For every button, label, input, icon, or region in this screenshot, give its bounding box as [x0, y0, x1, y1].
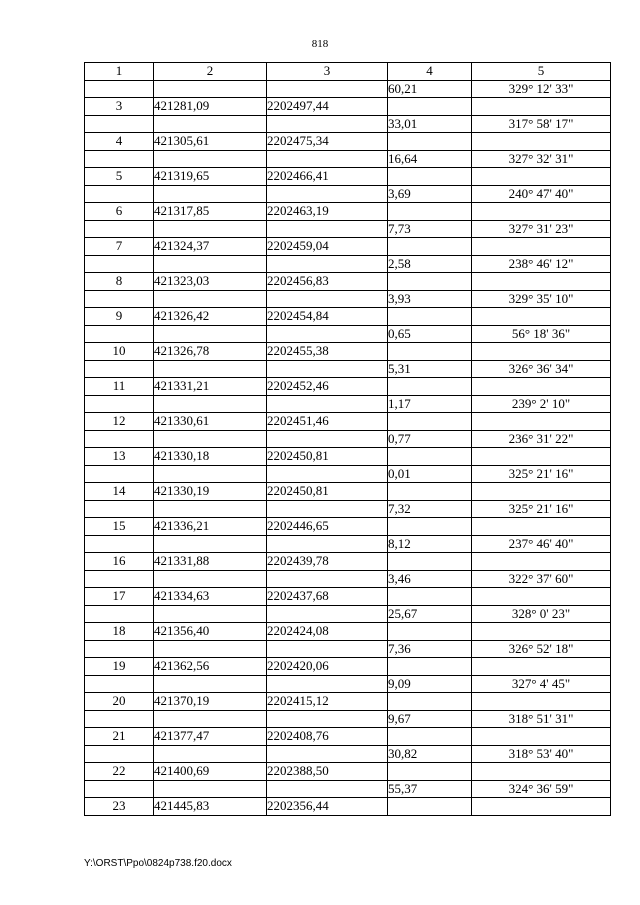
bearing-cell: 56° 18' 36" [472, 325, 611, 343]
bearing-cell: 327° 4' 45" [472, 675, 611, 693]
bearing-cell [472, 273, 611, 291]
distance-cell [388, 238, 472, 256]
x-coordinate-cell: 421356,40 [154, 623, 267, 641]
bearing-cell: 329° 12' 33" [472, 80, 611, 98]
distance-cell: 9,67 [388, 710, 472, 728]
y-coordinate-cell: 2202455,38 [267, 343, 388, 361]
table-row [85, 763, 611, 781]
x-coordinate-cell [154, 290, 267, 308]
y-coordinate-cell [267, 290, 388, 308]
distance-cell: 0,65 [388, 325, 472, 343]
table-row [85, 290, 611, 308]
x-coordinate-cell: 421400,69 [154, 763, 267, 781]
point-number-cell [85, 640, 154, 658]
point-number-cell: 6 [85, 203, 154, 221]
bearing-cell: 236° 31' 22" [472, 430, 611, 448]
distance-cell [388, 798, 472, 816]
table-row [85, 780, 611, 798]
y-coordinate-cell: 2202424,08 [267, 623, 388, 641]
point-number-cell [85, 220, 154, 238]
distance-cell: 5,31 [388, 360, 472, 378]
distance-cell [388, 273, 472, 291]
table-row [85, 378, 611, 396]
y-coordinate-cell [267, 465, 388, 483]
bearing-cell [472, 658, 611, 676]
bearing-cell [472, 238, 611, 256]
column-header: 2 [154, 63, 267, 81]
bearing-cell: 324° 36' 59" [472, 780, 611, 798]
point-number-cell: 10 [85, 343, 154, 361]
x-coordinate-cell: 421334,63 [154, 588, 267, 606]
table-row [85, 605, 611, 623]
distance-cell: 30,82 [388, 745, 472, 763]
bearing-cell: 325° 21' 16" [472, 465, 611, 483]
bearing-cell: 240° 47' 40" [472, 185, 611, 203]
x-coordinate-cell [154, 255, 267, 273]
distance-cell [388, 448, 472, 466]
y-coordinate-cell [267, 780, 388, 798]
point-number-cell: 3 [85, 98, 154, 116]
x-coordinate-cell: 421330,18 [154, 448, 267, 466]
table-row [85, 448, 611, 466]
point-number-cell: 19 [85, 658, 154, 676]
table-row [85, 325, 611, 343]
table-row [85, 623, 611, 641]
x-coordinate-cell: 421331,88 [154, 553, 267, 571]
point-number-cell: 7 [85, 238, 154, 256]
point-number-cell: 8 [85, 273, 154, 291]
distance-cell [388, 763, 472, 781]
bearing-cell: 238° 46' 12" [472, 255, 611, 273]
x-coordinate-cell [154, 395, 267, 413]
point-number-cell: 15 [85, 518, 154, 536]
bearing-cell: 326° 52' 18" [472, 640, 611, 658]
x-coordinate-cell: 421445,83 [154, 798, 267, 816]
point-number-cell [85, 500, 154, 518]
bearing-cell [472, 308, 611, 326]
point-number-cell [85, 535, 154, 553]
bearing-cell [472, 693, 611, 711]
table-row [85, 430, 611, 448]
point-number-cell: 9 [85, 308, 154, 326]
x-coordinate-cell [154, 185, 267, 203]
point-number-cell: 22 [85, 763, 154, 781]
bearing-cell [472, 553, 611, 571]
distance-cell [388, 378, 472, 396]
table-row [85, 798, 611, 816]
bearing-cell [472, 203, 611, 221]
y-coordinate-cell: 2202463,19 [267, 203, 388, 221]
point-number-cell [85, 465, 154, 483]
distance-cell [388, 588, 472, 606]
table-row [85, 483, 611, 501]
distance-cell [388, 483, 472, 501]
distance-cell [388, 343, 472, 361]
distance-cell [388, 623, 472, 641]
table-row [85, 220, 611, 238]
y-coordinate-cell [267, 710, 388, 728]
point-number-cell [85, 150, 154, 168]
x-coordinate-cell: 421324,37 [154, 238, 267, 256]
table-row [85, 360, 611, 378]
x-coordinate-cell [154, 360, 267, 378]
table-row [85, 553, 611, 571]
x-coordinate-cell: 421323,03 [154, 273, 267, 291]
point-number-cell: 14 [85, 483, 154, 501]
table-row [85, 133, 611, 151]
distance-cell: 1,17 [388, 395, 472, 413]
y-coordinate-cell [267, 535, 388, 553]
point-number-cell [85, 710, 154, 728]
distance-cell: 16,64 [388, 150, 472, 168]
x-coordinate-cell: 421336,21 [154, 518, 267, 536]
x-coordinate-cell [154, 80, 267, 98]
bearing-cell [472, 623, 611, 641]
bearing-cell [472, 343, 611, 361]
point-number-cell [85, 395, 154, 413]
distance-cell [388, 553, 472, 571]
bearing-cell [472, 448, 611, 466]
distance-cell: 3,69 [388, 185, 472, 203]
bearing-cell: 318° 51' 31" [472, 710, 611, 728]
bearing-cell [472, 728, 611, 746]
point-number-cell [85, 290, 154, 308]
distance-cell [388, 203, 472, 221]
y-coordinate-cell [267, 325, 388, 343]
y-coordinate-cell [267, 745, 388, 763]
point-number-cell [85, 115, 154, 133]
point-number-cell: 5 [85, 168, 154, 186]
y-coordinate-cell: 2202452,46 [267, 378, 388, 396]
column-header: 5 [472, 63, 611, 81]
bearing-cell [472, 483, 611, 501]
y-coordinate-cell [267, 675, 388, 693]
table-row [85, 255, 611, 273]
x-coordinate-cell [154, 430, 267, 448]
table-row [85, 308, 611, 326]
x-coordinate-cell: 421330,19 [154, 483, 267, 501]
distance-cell: 7,32 [388, 500, 472, 518]
point-number-cell: 21 [85, 728, 154, 746]
bearing-cell [472, 98, 611, 116]
bearing-cell [472, 518, 611, 536]
table-row [85, 343, 611, 361]
table-row [85, 98, 611, 116]
distance-cell [388, 98, 472, 116]
y-coordinate-cell [267, 395, 388, 413]
y-coordinate-cell: 2202388,50 [267, 763, 388, 781]
distance-cell: 2,58 [388, 255, 472, 273]
x-coordinate-cell [154, 780, 267, 798]
point-number-cell [85, 430, 154, 448]
y-coordinate-cell: 2202475,34 [267, 133, 388, 151]
table-row [85, 395, 611, 413]
y-coordinate-cell [267, 80, 388, 98]
x-coordinate-cell [154, 535, 267, 553]
table-row [85, 465, 611, 483]
y-coordinate-cell: 2202451,46 [267, 413, 388, 431]
x-coordinate-cell: 421326,78 [154, 343, 267, 361]
coordinates-table [84, 62, 611, 816]
point-number-cell: 23 [85, 798, 154, 816]
point-number-cell [85, 325, 154, 343]
table-body [85, 80, 611, 815]
x-coordinate-cell [154, 115, 267, 133]
y-coordinate-cell: 2202454,84 [267, 308, 388, 326]
distance-cell [388, 133, 472, 151]
distance-cell: 0,01 [388, 465, 472, 483]
y-coordinate-cell: 2202356,44 [267, 798, 388, 816]
y-coordinate-cell [267, 360, 388, 378]
point-number-cell [85, 80, 154, 98]
distance-cell: 7,73 [388, 220, 472, 238]
point-number-cell [85, 360, 154, 378]
table-row [85, 238, 611, 256]
bearing-cell: 328° 0' 23" [472, 605, 611, 623]
table-row [85, 658, 611, 676]
table-row [85, 640, 611, 658]
x-coordinate-cell [154, 500, 267, 518]
bearing-cell: 317° 58' 17" [472, 115, 611, 133]
distance-cell [388, 308, 472, 326]
distance-cell: 55,37 [388, 780, 472, 798]
point-number-cell: 4 [85, 133, 154, 151]
bearing-cell: 322° 37' 60" [472, 570, 611, 588]
distance-cell: 3,93 [388, 290, 472, 308]
distance-cell: 0,77 [388, 430, 472, 448]
y-coordinate-cell: 2202415,12 [267, 693, 388, 711]
x-coordinate-cell [154, 150, 267, 168]
distance-cell: 60,21 [388, 80, 472, 98]
table-row [85, 273, 611, 291]
bearing-cell [472, 588, 611, 606]
table-row [85, 588, 611, 606]
page-number: 818 [311, 38, 329, 50]
bearing-cell [472, 378, 611, 396]
column-header: 4 [388, 63, 472, 81]
table-row [85, 413, 611, 431]
footer-file-path: Y:\ORST\Ppo\0824p738.f20.docx [84, 858, 232, 869]
bearing-cell: 329° 35' 10" [472, 290, 611, 308]
x-coordinate-cell: 421330,61 [154, 413, 267, 431]
y-coordinate-cell [267, 185, 388, 203]
bearing-cell: 326° 36' 34" [472, 360, 611, 378]
y-coordinate-cell: 2202450,81 [267, 483, 388, 501]
x-coordinate-cell: 421331,21 [154, 378, 267, 396]
x-coordinate-cell [154, 325, 267, 343]
x-coordinate-cell: 421319,65 [154, 168, 267, 186]
point-number-cell: 13 [85, 448, 154, 466]
x-coordinate-cell: 421326,42 [154, 308, 267, 326]
table-row [85, 185, 611, 203]
distance-cell: 33,01 [388, 115, 472, 133]
y-coordinate-cell [267, 605, 388, 623]
y-coordinate-cell: 2202420,06 [267, 658, 388, 676]
y-coordinate-cell [267, 570, 388, 588]
x-coordinate-cell [154, 745, 267, 763]
table-row [85, 693, 611, 711]
y-coordinate-cell [267, 150, 388, 168]
point-number-cell: 11 [85, 378, 154, 396]
y-coordinate-cell [267, 115, 388, 133]
distance-cell: 3,46 [388, 570, 472, 588]
distance-cell: 8,12 [388, 535, 472, 553]
point-number-cell [85, 745, 154, 763]
table-row [85, 203, 611, 221]
distance-cell: 7,36 [388, 640, 472, 658]
point-number-cell: 17 [85, 588, 154, 606]
bearing-cell: 239° 2' 10" [472, 395, 611, 413]
y-coordinate-cell: 2202450,81 [267, 448, 388, 466]
point-number-cell [85, 255, 154, 273]
y-coordinate-cell: 2202439,78 [267, 553, 388, 571]
bearing-cell: 237° 46' 40" [472, 535, 611, 553]
x-coordinate-cell: 421370,19 [154, 693, 267, 711]
table-row [85, 710, 611, 728]
y-coordinate-cell: 2202459,04 [267, 238, 388, 256]
table-row [85, 675, 611, 693]
bearing-cell [472, 763, 611, 781]
table-row [85, 500, 611, 518]
x-coordinate-cell: 421377,47 [154, 728, 267, 746]
bearing-cell [472, 168, 611, 186]
point-number-cell [85, 675, 154, 693]
point-number-cell [85, 570, 154, 588]
distance-cell [388, 693, 472, 711]
point-number-cell [85, 605, 154, 623]
point-number-cell: 20 [85, 693, 154, 711]
y-coordinate-cell [267, 500, 388, 518]
x-coordinate-cell [154, 640, 267, 658]
distance-cell [388, 658, 472, 676]
table-row [85, 115, 611, 133]
table-row [85, 150, 611, 168]
x-coordinate-cell [154, 465, 267, 483]
x-coordinate-cell [154, 570, 267, 588]
x-coordinate-cell: 421362,56 [154, 658, 267, 676]
table-row [85, 535, 611, 553]
distance-cell [388, 518, 472, 536]
bearing-cell [472, 413, 611, 431]
x-coordinate-cell: 421281,09 [154, 98, 267, 116]
y-coordinate-cell: 2202456,83 [267, 273, 388, 291]
distance-cell [388, 728, 472, 746]
table-row [85, 728, 611, 746]
y-coordinate-cell: 2202446,65 [267, 518, 388, 536]
x-coordinate-cell [154, 220, 267, 238]
bearing-cell [472, 798, 611, 816]
bearing-cell: 325° 21' 16" [472, 500, 611, 518]
column-header: 1 [85, 63, 154, 81]
table-row [85, 745, 611, 763]
distance-cell: 9,09 [388, 675, 472, 693]
point-number-cell: 18 [85, 623, 154, 641]
y-coordinate-cell: 2202437,68 [267, 588, 388, 606]
x-coordinate-cell [154, 675, 267, 693]
y-coordinate-cell [267, 220, 388, 238]
x-coordinate-cell: 421305,61 [154, 133, 267, 151]
x-coordinate-cell: 421317,85 [154, 203, 267, 221]
bearing-cell: 327° 31' 23" [472, 220, 611, 238]
table-header-row [85, 63, 611, 81]
table-row [85, 518, 611, 536]
table-row [85, 570, 611, 588]
bearing-cell [472, 133, 611, 151]
y-coordinate-cell [267, 430, 388, 448]
distance-cell [388, 413, 472, 431]
x-coordinate-cell [154, 710, 267, 728]
y-coordinate-cell: 2202497,44 [267, 98, 388, 116]
distance-cell: 25,67 [388, 605, 472, 623]
bearing-cell: 318° 53' 40" [472, 745, 611, 763]
point-number-cell: 12 [85, 413, 154, 431]
bearing-cell: 327° 32' 31" [472, 150, 611, 168]
point-number-cell [85, 185, 154, 203]
y-coordinate-cell [267, 255, 388, 273]
column-header: 3 [267, 63, 388, 81]
table-row [85, 168, 611, 186]
distance-cell [388, 168, 472, 186]
point-number-cell [85, 780, 154, 798]
table-row [85, 80, 611, 98]
y-coordinate-cell [267, 640, 388, 658]
point-number-cell: 16 [85, 553, 154, 571]
y-coordinate-cell: 2202408,76 [267, 728, 388, 746]
y-coordinate-cell: 2202466,41 [267, 168, 388, 186]
x-coordinate-cell [154, 605, 267, 623]
